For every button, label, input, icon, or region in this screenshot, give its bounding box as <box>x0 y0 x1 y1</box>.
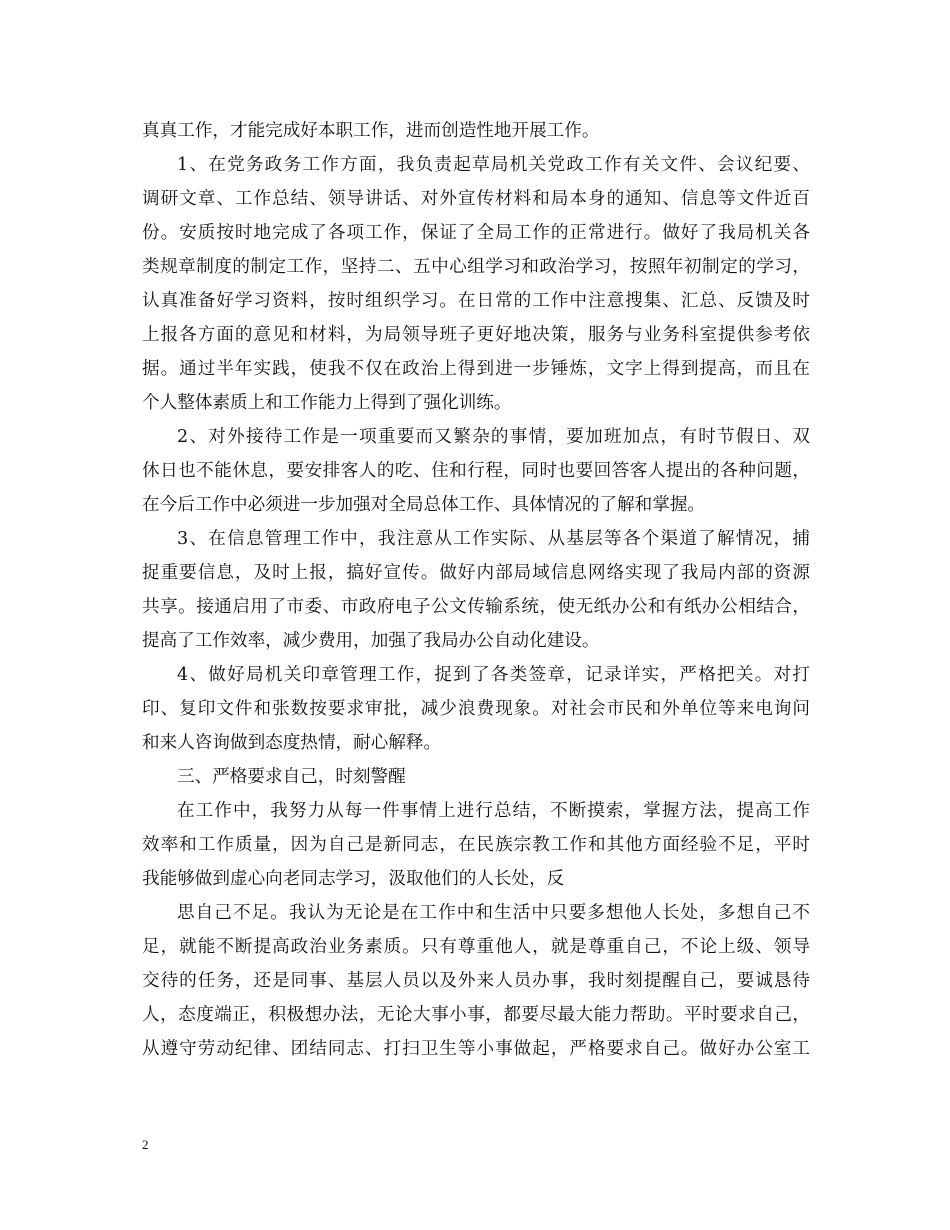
text-line: 印、复印文件和张数按要求审批，减少浪费现象。对社会市民和外单位等来电询问 <box>142 699 810 719</box>
text-line: 在工作中，我努力从每一件事情上进行总结，不断摸索，掌握方法，提高工作 <box>177 801 810 821</box>
text-line: 休日也不能休息，要安排客人的吃、住和行程，同时也要回答客人提出的各种问题， <box>142 461 810 481</box>
page-number: 2 <box>142 1137 149 1152</box>
text-line: 从遵守劳动纪律、团结同志、打扫卫生等小事做起，严格要求自己。做好办公室工 <box>142 1039 810 1059</box>
text-line: 4、做好局机关印章管理工作，捉到了各类签章，记录详实，严格把关。对打 <box>177 665 810 685</box>
text-line: 类规章制度的制定工作，坚持二、五中心组学习和政治学习，按照年初制定的学习， <box>142 257 810 277</box>
text-line: 我能够做到虚心向老同志学习，汲取他们的人长处，反 <box>142 869 565 889</box>
text-line: 调研文章、工作总结、领导讲话、对外宣传材料和局本身的通知、信息等文件近百 <box>142 189 810 209</box>
text-line: 认真准备好学习资料，按时组织学习。在日常的工作中注意搜集、汇总、反馈及时 <box>142 291 810 311</box>
text-line: 份。安质按时地完成了各项工作，保证了全局工作的正常进行。做好了我局机关各 <box>142 223 810 243</box>
text-line: 提高了工作效率，减少费用，加强了我局办公自动化建设。 <box>142 631 600 651</box>
text-line: 效率和工作质量，因为自己是新同志，在民族宗教工作和其他方面经验不足，平时 <box>142 835 810 855</box>
text-line: 据。通过半年实践，使我不仅在政治上得到进一步锤炼，文字上得到提高，而且在 <box>142 359 810 379</box>
text-line: 捉重要信息，及时上报，搞好宣传。做好内部局域信息网络实现了我局内部的资源 <box>142 563 810 583</box>
text-line: 个人整体素质上和工作能力上得到了强化训练。 <box>142 393 512 413</box>
text-line: 共享。接通启用了市委、市政府电子公文传输系统，使无纸办公和有纸办公相结合， <box>142 597 810 617</box>
text-line: 上报各方面的意见和材料，为局领导班子更好地决策，服务与业务科室提供参考依 <box>142 325 810 345</box>
section-heading: 三、严格要求自己，时刻警醒 <box>177 767 406 787</box>
text-line: 和来人咨询做到态度热情，耐心解释。 <box>142 733 442 753</box>
text-line: 足，就能不断提高政治业务素质。只有尊重他人，就是尊重自己，不论上级、领导 <box>142 937 810 957</box>
body-text <box>142 114 810 1066</box>
text-line: 在今后工作中必须进一步加强对全局总体工作、具体情况的了解和掌握。 <box>142 495 706 515</box>
text-line: 交待的任务，还是同事、基层人员以及外来人员办事，我时刻提醒自己，要诚恳待 <box>142 971 810 991</box>
text-line: 思自己不足。我认为无论是在工作中和生活中只要多想他人长处，多想自己不 <box>177 903 810 923</box>
text-line: 1、在党务政务工作方面，我负责起草局机关党政工作有关文件、会议纪要、 <box>177 155 810 175</box>
text-line: 3、在信息管理工作中，我注意从工作实际、从基层等各个渠道了解情况，捕 <box>177 529 810 549</box>
text-line: 2、对外接待工作是一项重要而又繁杂的事情，要加班加点，有时节假日、双 <box>177 427 810 447</box>
text-line: 人，态度端正，积极想办法，无论大事小事，都要尽最大能力帮助。平时要求自己， <box>142 1005 810 1025</box>
text-line: 真真工作，才能完成好本职工作，进而创造性地开展工作。 <box>142 121 600 141</box>
